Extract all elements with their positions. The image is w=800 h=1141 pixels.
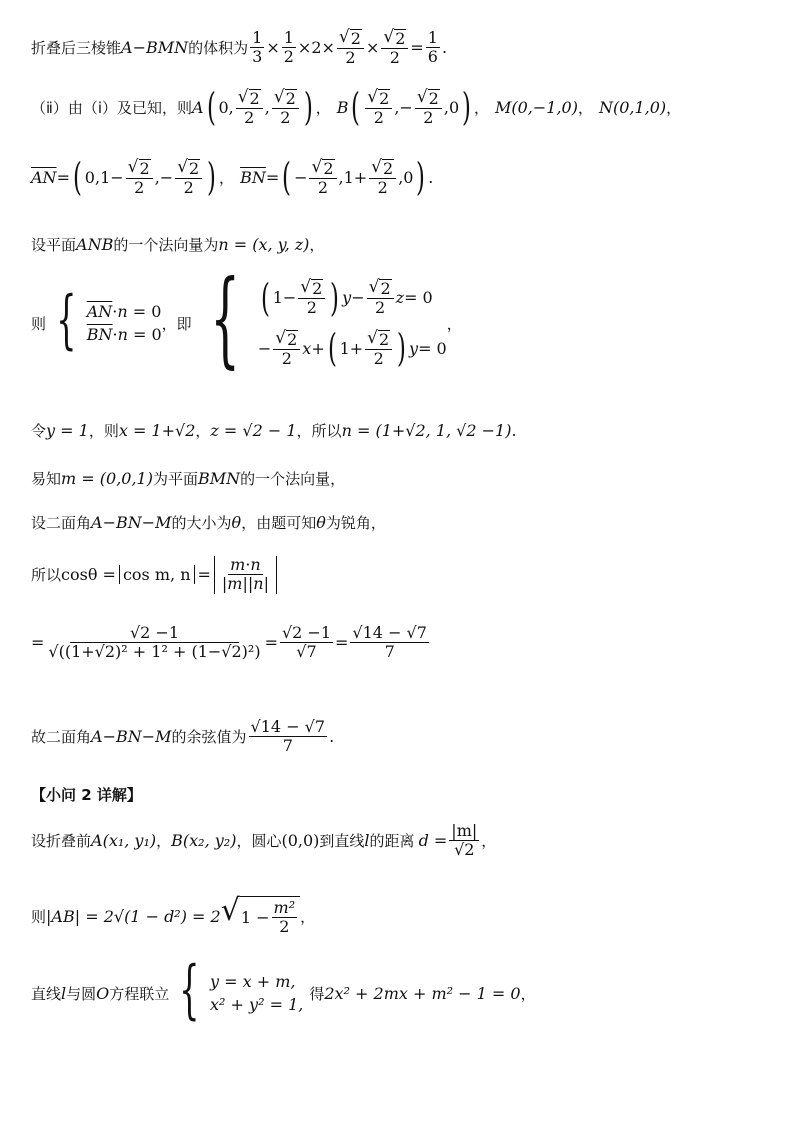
fraction: $\frac{√14 - √7}{7}$ [250, 717, 326, 756]
distance-line: 设折叠前 A(x₁, y₁) ， B(x₂, y₂) ，圆心 (0,0) 到直线 l 的距离 d = $\frac{|m|}{√2}$ ， [31, 821, 497, 860]
equation-system: y = x + m, x² + y² = 1, [210, 972, 304, 1014]
volume-line: 折叠后三棱锥 A−BMN 的体积为 $\frac{1}{3}$ × $\frac{1}{2}$ ×2× √ 2 2 × √ 2 2 = $\frac{1}{6}$ . [31, 27, 448, 67]
fraction: $\frac{√2 -1}{√7}$ [281, 623, 332, 662]
tetra-name: A−BMN [121, 37, 189, 57]
big-fraction: $\frac{√2 -1}{\text{√((1+√2)² + 1² + (1−√2)²)}}$ [48, 623, 261, 662]
text: 折叠后三棱锥 [31, 38, 122, 57]
cos-computation-line: = $\frac{√2 -1}{\text{√((1+√2)² + 1² + (1−√2)²)}}$ = $\frac{√2 -1}{√7}$ = $\frac{√14 - √7}{7}$ [31, 623, 427, 662]
section-heading: 【小问 2 详解】 [31, 786, 142, 804]
plane-bmn-line: 易知 m = (0,0,1) 为平面 BMN 的一个法向量， [31, 469, 346, 488]
result-fraction: $\frac{1}{6}$ [427, 27, 438, 66]
expanded-system: ( 1− √ 2 2 ) y − √ 2 2 z = 0 − √ 2 2 x + ( 1+ √ 2 2 ) y = 0 [257, 275, 447, 371]
conclusion-line: 故二面角 A−BN−M 的余弦值为 $\frac{√14 - √7}{7}$ . [31, 717, 335, 756]
fraction: $\frac{|m|}{√2}$ [451, 821, 478, 860]
fraction: $\frac{1}{3}$ [252, 27, 263, 66]
system-line: 则 { $\overline{AN}\cdot n = 0$ $\overline{BN}\cdot n = 0$ ，即 { ( 1− √ 2 2 ) y − √ 2 2 z = 0 − √ 2 2 x + ( 1+ √ 2 2 ) y = 0 ， [31, 257, 462, 379]
vectors-line: $\overline{AN}$ = ( 0,1− √ 2 2 ,− √ 2 2 ) ， $\overline{BN}$ = ( − √ 2 2 ,1+ √ 2 2 ,0 ) . [31, 155, 434, 200]
fraction: $\frac{1}{2}$ [283, 27, 294, 66]
coords-line: （ⅱ）由（ⅰ）及已知，则 A ( 0, √ 2 2 , √ 2 2 ) ， B ( √ 2 2 ,− √ 2 2 ,0 ) ， M(0,−1,0) ， N(0,1,0) ， [31, 85, 682, 130]
text: （ⅱ）由（ⅰ）及已知，则 [31, 98, 193, 117]
fraction: √ 2 2 [381, 28, 408, 67]
fraction: √ 2 2 [236, 88, 263, 127]
normal-vector-line: 设平面 ANB 的一个法向量为 n = (x, y, z) ， [31, 235, 325, 254]
text: 的体积为 [188, 38, 249, 57]
chord-length-line: 则 |AB| = 2√(1 − d²) = 2 √ 1 − $\frac{\text{m²}}{2}$ ， [31, 893, 316, 937]
cos-line: 所以 cosθ = cos m, n = $\frac{m\cdot n}{|m||n|}$ [31, 556, 277, 594]
simultaneous-line: 直线 l 与圆 O 方程联立 { y = x + m, x² + y² = 1, 得 2x² + 2mx + m² − 1 = 0 ， [31, 953, 536, 1027]
fraction: √ 2 2 [337, 28, 364, 67]
fraction: √ 2 2 [175, 158, 202, 197]
fraction: √ 2 2 [309, 158, 336, 197]
vector-an: $\overline{AN}$ [31, 167, 57, 187]
fraction: √ 2 2 [365, 88, 392, 127]
equation-system: $\overline{AN}\cdot n = 0$ $\overline{BN}\cdot n = 0$ [86, 302, 162, 344]
dihedral-line: 设二面角 A−BN−M 的大小为 θ ，由题可知 θ 为锐角， [31, 513, 386, 532]
fraction: √ 2 2 [415, 88, 442, 127]
fraction: √ 2 2 [126, 158, 153, 197]
fraction: √ 2 2 [369, 158, 396, 197]
fraction: $\frac{√14 - √7}{7}$ [352, 623, 427, 662]
solution-line: 令 y = 1 ，则 x = 1+√2 ， z = √2 − 1 ，所以 n = (1+√2, 1, √2 −1) . [31, 421, 517, 440]
vector-bn: $\overline{BN}$ [240, 167, 266, 187]
fraction: √ 2 2 [272, 88, 299, 127]
